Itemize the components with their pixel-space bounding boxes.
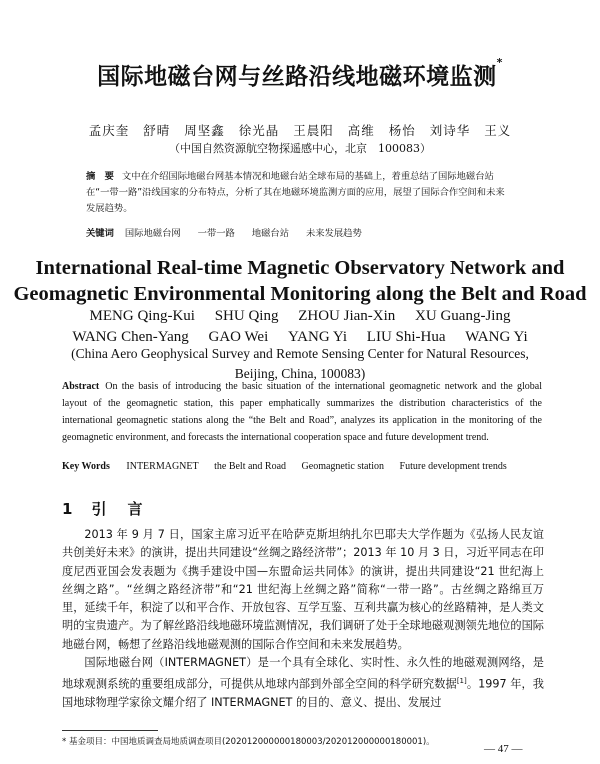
chinese-keywords-label: 关键词 [86,228,114,239]
chinese-authors [0,121,600,139]
keyword: 未来发展趋势 [305,228,362,239]
author: 周坚鑫 [184,123,225,138]
english-abstract [62,378,542,446]
paragraph: 2013 年 9 月 7 日，国家主席习近平在哈萨克斯坦纳扎尔巴耶夫大学作题为《弘扬人民友谊共创美好未来》的演讲，提出共同建设“丝绸之路经济带”；2013 年 10 月 3 日，习近平同志在印度尼西亚国会发表题为《携手建设中国—东盟命运共同体》的演讲，提出共同建设“21 世纪海上丝绸之路”。“丝绸之路经济带”和“21 世纪海上丝绸之路”简称“一带一路”。古丝绸之路绵亘万里，延续千年，积淀了以和平合作、开放包容、互学互鉴、互利共赢为核心的丝路精神，是人类文明的宝贵遗产。为了解丝路沿线地磁环境监测情况，我们调研了处于全球地磁观测领先地位的国际地磁台网，畅想了丝路沿线地磁观测的国际合作空间和未来发展趋势。 [62,528,544,651]
author: 王义 [484,123,512,138]
keyword: Future development trends [399,461,507,472]
keyword: INTERMAGNET [126,461,199,472]
paragraph-text: 国际地磁台网（INTERMAGNET）是一个具有全球化、实时性、永久性的地磁观测网络，是地球观测系统的重要组成部分，可提供从地球内部到外部全空间的科学研究数据 [62,656,544,692]
english-affiliation-line: Beijing, China, 100083) [234,366,366,381]
section-title: 引 言 [91,500,146,518]
chinese-abstract [86,169,512,217]
chinese-abstract-text: 文中在介绍国际地磁台网基本情况和地磁台站全球布局的基础上，着重总结了国际地磁台站在“一带一路”沿线国家的分布特点，分析了其在地磁环境监测方面的应用，展望了国际合作空间和未来发展趋势。 [86,171,505,214]
english-keywords [62,461,542,472]
english-abstract-label: Abstract [62,381,100,392]
author: YANG Yi [288,329,348,345]
chinese-title-text: 国际地磁台网与丝路沿线地磁环境监测 [97,64,497,90]
author: XU Guang-Jing [415,308,511,324]
english-authors-line [0,306,600,327]
english-keywords-label: Key Words [62,461,110,472]
english-title-line: International Real-time Magnetic Observatory Network and [35,257,565,279]
paragraph [62,654,544,713]
author: 舒晴 [143,123,171,138]
title-footnote-mark: * [496,56,503,69]
english-title-line: Geomagnetic Environmental Monitoring along the Belt and Road [13,283,587,305]
author: LIU Shi-Hua [366,329,446,345]
author: WANG Chen-Yang [72,329,189,345]
footnote: * 基金项目：中国地质调查局地质调查项目(202012000000180003/202012000000180001)。 [62,737,435,747]
section-number: 1 [62,500,76,518]
keyword: 国际地磁台网 [124,228,181,239]
author: 王晨阳 [293,123,334,138]
author: 高维 [347,123,375,138]
chinese-keywords [86,225,512,239]
chinese-affiliation: （中国自然资源航空物探遥感中心，北京 100083） [169,142,431,155]
page-number: — 47 — [484,743,523,755]
english-affiliation-line: (China Aero Geophysical Survey and Remote Sensing Center for Natural Resources, [71,346,529,361]
author: MENG Qing-Kui [89,308,195,324]
footnote-rule [62,730,158,731]
keyword: 一带一路 [197,228,235,239]
author: WANG Yi [465,329,528,345]
author: 杨怡 [388,123,416,138]
english-abstract-text: On the basis of introducing the basic situation of the international geomagnetic network and the global layout of the geomagnetic station, this paper emphatically summarizes the distribution characteristics of the international geomagnetic stations along the “the Belt and Road”, analyzes its application in the monitoring of the geomagnetic environment, and forecasts the international cooperation space and future development trend. [62,381,542,443]
body-text [62,526,544,713]
citation: [1] [456,677,467,686]
author: 孟庆奎 [88,123,130,138]
chinese-title [0,58,600,91]
section-heading [62,498,145,519]
keyword: the Belt and Road [214,461,287,472]
author: SHU Qing [214,308,279,324]
english-authors [0,306,600,348]
author: 刘诗华 [429,123,471,138]
author: 徐光晶 [238,123,280,138]
chinese-abstract-label: 摘 要 [86,171,114,182]
english-title [0,255,600,307]
paragraph-text: 。1997 年，我国地球物理学家徐文耀介绍了 INTERMAGNET 的目的、意义、提出、发展过 [62,678,544,710]
keyword: 地磁台站 [251,228,290,239]
keyword: Geomagnetic station [301,461,385,472]
author: GAO Wei [208,329,269,345]
author: ZHOU Jian-Xin [298,308,396,324]
